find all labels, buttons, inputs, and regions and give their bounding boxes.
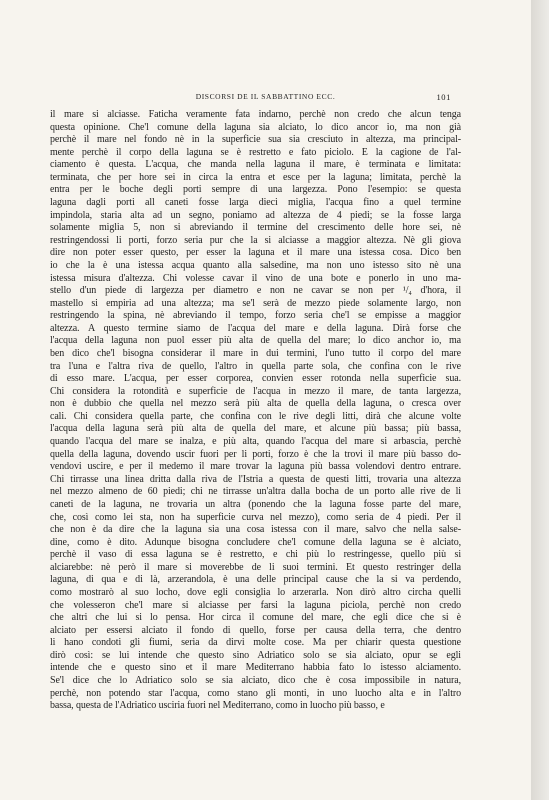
- text-line: perchè, non potendo star l'acqua, como stano gli monti, in uno luocho alta e in l'altro: [50, 687, 461, 699]
- text-line: caneti de la laguna, ne trovaria un altra (ponendo che la laguna fosse parte del mare,: [50, 498, 461, 510]
- text-line: mente perchè il corpo della laguna se è restretto e fato piciolo. E la cagione de l'al-: [50, 146, 461, 158]
- text-line: bassa, questa de l'Adriatico usciria fuori nel Mediterrano, como in luocho più basso, e: [50, 700, 385, 712]
- text-line: questa opinione. Che'l comune della laguna sia alciato, lo dico ancor io, ma non già: [50, 121, 461, 133]
- text-line: l'acqua della laguna serà più alta de quella del mare, et alcune più bassa; più bassa,: [50, 423, 461, 435]
- text-line: dire non poter esser questo, per esser la laguna et il mare una istessa cosa. Dico ben: [50, 247, 461, 259]
- text-line: nel mezzo almeno de 60 piedi; chi ne tirrasse un'altra dalla bocha de un porto alle rive de li: [50, 486, 461, 498]
- text-line: alciarebbe: nè però il mare si moverebbe de li suoi termini. Et questo restringer della: [50, 561, 461, 573]
- text-line: perchè il mare nel fondo nè in la superficie sua sia cresciuto in altezza, ma principal-: [50, 134, 461, 146]
- text-line: che volesseron che'l mare si alciasse per farsi la laguna piciola, perchè non credo: [50, 599, 461, 611]
- text-line: che non è da dire che la laguna sia una cosa istessa con il mare, salvo che nella salse-: [50, 524, 461, 536]
- text-line: tra l'una e l'altra riva de quello, l'altro in quella parte sola, che confina con le rive: [50, 360, 461, 372]
- text-line: di esso mare. L'acqua, per esser corporea, convien esser rotonda nella superficie sua.: [50, 373, 461, 385]
- text-line: non è dubbio che quella nel mezzo serà più alta de quella della laguna, o cresca over: [50, 398, 461, 410]
- text-line: istessa misura d'altezza. Chi volesse cavar il vino de una bote e ponerlo in uno ma-: [50, 272, 461, 284]
- text-line: laguna, di qua e di là, arzerandola, è una delle principal cause che la si va perdendo,: [50, 574, 461, 586]
- text-line: restringendossi li porti, forzo seria pur che la si alciasse a maggior altezza. Nè gli giova: [50, 234, 461, 246]
- text-line: ciamento è questa. L'acqua, che manda nella laguna il mare, è terminata e limitata:: [50, 159, 461, 171]
- running-title: DISCORSI DE IL SABBATTINO ECC.: [195, 92, 336, 101]
- text-line: ben dico che'l bisogna considerar il mare in dui termini, l'uno tutto il corpo del mare: [50, 347, 461, 359]
- text-line: il mare si alciasse. Faticha veramente fata indarno, perchè non credo che alcun tenga: [50, 109, 461, 120]
- text-line: che altri che lui si lo pensa. Hor circa il comune del mare, che egli dice che si è: [50, 612, 461, 624]
- text-line: li hano condoti gli fiumi, seria da dirvi molte cose. Ma per chiarir questa questione: [50, 637, 461, 649]
- text-line: Chi considera la rotondità e superficie de l'acqua in mezzo il mare, de tanta largezza,: [50, 385, 461, 397]
- text-line: che, così como lei sta, non ha superficie curva nel mezzo), como seria de 4 piedi. Per il: [50, 511, 461, 523]
- text-line: alciato per essersi alciato il fondo di quello, forse per causa della terra, che dentro: [50, 624, 461, 636]
- page-edge: [531, 0, 549, 800]
- text-line: stello d'un piede di largezza per diametro e non ne cavar se non per ¹/₄ d'hora, il: [50, 285, 461, 297]
- text-line: laguna dagli porti all caneti fosse larga dieci miglia, l'acqua fino a quel termine: [50, 197, 461, 209]
- text-line: l'acqua della laguna non puol esser più alta de quella del mare; lo dico anchor io, ma: [50, 335, 461, 347]
- text-line: mastello si empiria ad una altezza; ma se'l serà de mezzo piede solamente largo, non: [50, 297, 461, 309]
- text-line: quando l'acqua del mare se inalza, e più alta, quando l'acqua del mare si arbascia, perchè: [50, 436, 461, 448]
- text-line: perchè il vaso di essa laguna se è restretto, e chi più lo restringesse, quello più si: [50, 549, 461, 561]
- text-line: impindola, staria alta ad un segno, poniamo ad altezza de 4 piedi; se la fosse larga: [50, 209, 461, 221]
- text-line: restringendo la spina, nè abreviando il tempo, forzo seria che'l se empisse a maggior: [50, 310, 461, 322]
- text-line: vendovi uscire, e per il medemo il mare trovar la laguna più bassa volendovi dentro entrare.: [50, 461, 461, 473]
- text-line: intende che e questo sino et il mare Mediterrano habbia fato lo istesso alciamento.: [50, 662, 461, 674]
- text-line: solamente miglia 5, non si abreviando il termine del crescimento delle hore sei, nè: [50, 222, 461, 234]
- text-line: quella della laguna, dovendo uscir fuori per li porti, forzo è che la trovi il mare più basso do-: [50, 448, 461, 460]
- page-header: [0, 92, 531, 106]
- text-line: dine, como è dito. Adunque bisogna concludere che'l comune della laguna se è alciato,: [50, 536, 461, 548]
- text-line: cali. Chi considera quella parte, che confina con le rive degli litti, dirà che alcune volte: [50, 410, 461, 422]
- text-line: como mostrarò al suo locho, dove egli consiglia lo arzerarla. Non dirò altro circha quelli: [50, 586, 461, 598]
- text-line: entra per le boche degli porti sempre di una largezza. Pono l'esempio: se questa: [50, 184, 461, 196]
- text-line: Se'l dice che lo Adriatico solo se sia alciato, dico che è cosa impossibile in natura,: [50, 675, 461, 687]
- text-line: io che la è una istessa acqua quanto alla salsedine, ma non uno istesso sito nè una: [50, 259, 461, 271]
- text-line: Chi tirrasse una linea dritta dalla riva de l'Istria a questa de questi litti, trovaria una altezza: [50, 473, 461, 485]
- text-line: altezza. A questo termine siamo de l'acqua del mare e della laguna. Dirà forse che: [50, 322, 461, 334]
- page-number: 101: [436, 92, 451, 102]
- text-line: dirò così: se lui intende che questo sino Adriatico solo se sia alciato, opur se egli: [50, 649, 461, 661]
- body-text: [50, 109, 461, 713]
- text-line: terminata, che per hore sei in circa la entra et esce per la laguna; limitata, perchè la: [50, 171, 461, 183]
